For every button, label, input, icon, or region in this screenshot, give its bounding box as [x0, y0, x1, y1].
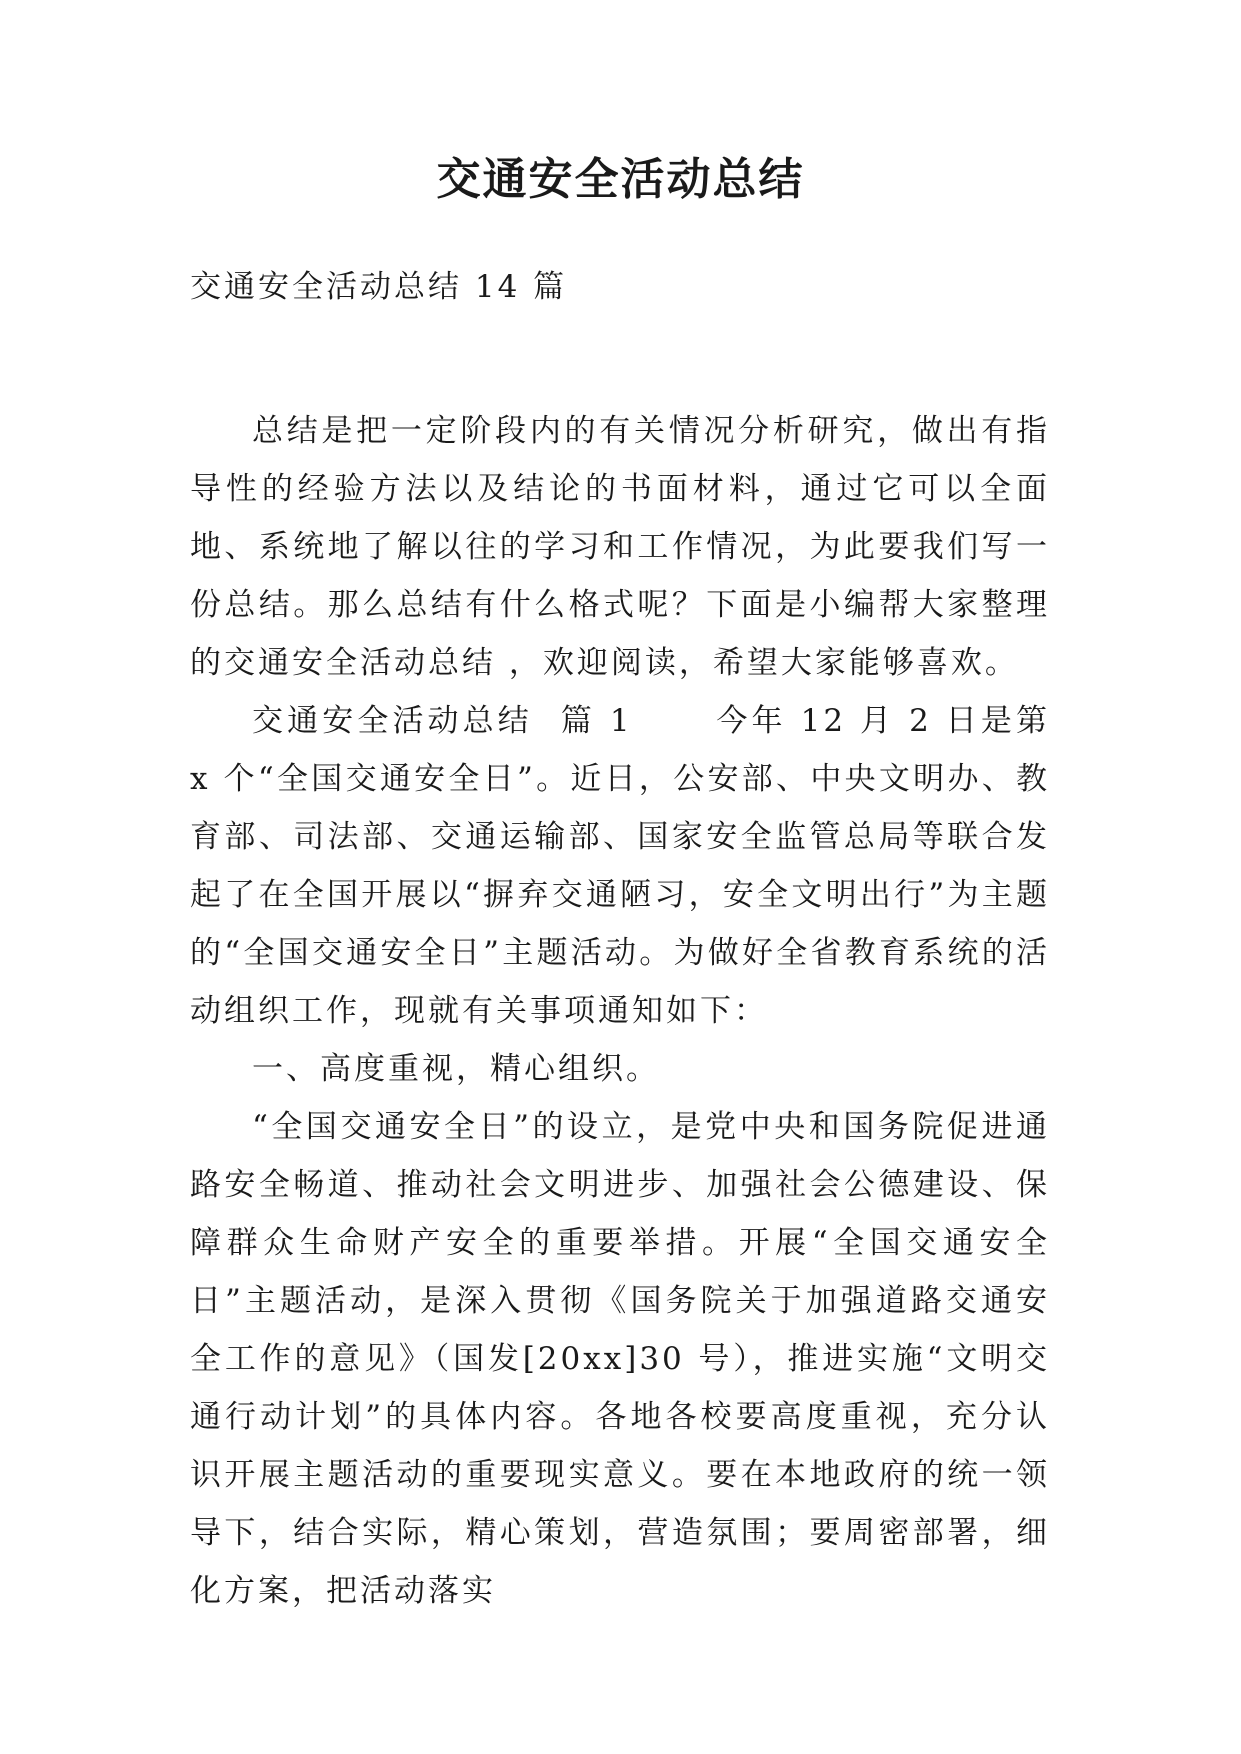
intro-paragraph: 总结是把一定阶段内的有关情况分析研究，做出有指导性的经验方法以及结论的书面材料，通过它可以全面地、系统地了解以往的学习和工作情况，为此要我们写一份总结。那么总结有什么格式呢？下面是小编帮大家整理的交通安全活动总结 ，欢迎阅读，希望大家能够喜欢。 — [190, 413, 1050, 681]
body-paragraph: “全国交通安全日”的设立，是党中央和国务院促进通路安全畅道、推动社会文明进步、加强社会公德建设、保障群众生命财产安全的重要举措。开展“全国交通安全日”主题活动，是深入贯彻《国务院关于加强道路交通安全工作的意见》（国发[20xx]30 号），推进实施“文明交通行动计划”的具体内容。各地各校要高度重视，充分认识开展主题活动的重要现实意义。要在本地政府的统一领导下，结合实际，精心策划，营造氛围；要周密部署，细化方案，把活动落实 — [190, 1109, 1050, 1609]
section-1-paragraph: 交通安全活动总结 篇 1 今年 12 月 2 日是第 x 个“全国交通安全日”。近日，公安部、中央文明办、教育部、司法部、交通运输部、国家安全监管总局等联合发起了在全国开展以“摒弃交通陋习，安全文明出行”为主题的“全国交通安全日”主题活动。为做好全省教育系统的活动组织工作，现就有关事项通知如下： — [190, 703, 1063, 1029]
document-body — [190, 402, 1063, 1620]
heading-paragraph: 一、高度重视，精心组织。 — [252, 1051, 660, 1087]
page-title: 交通安全活动总结 — [436, 154, 805, 205]
document-subtitle: 交通安全活动总结 14 篇 — [190, 269, 568, 305]
